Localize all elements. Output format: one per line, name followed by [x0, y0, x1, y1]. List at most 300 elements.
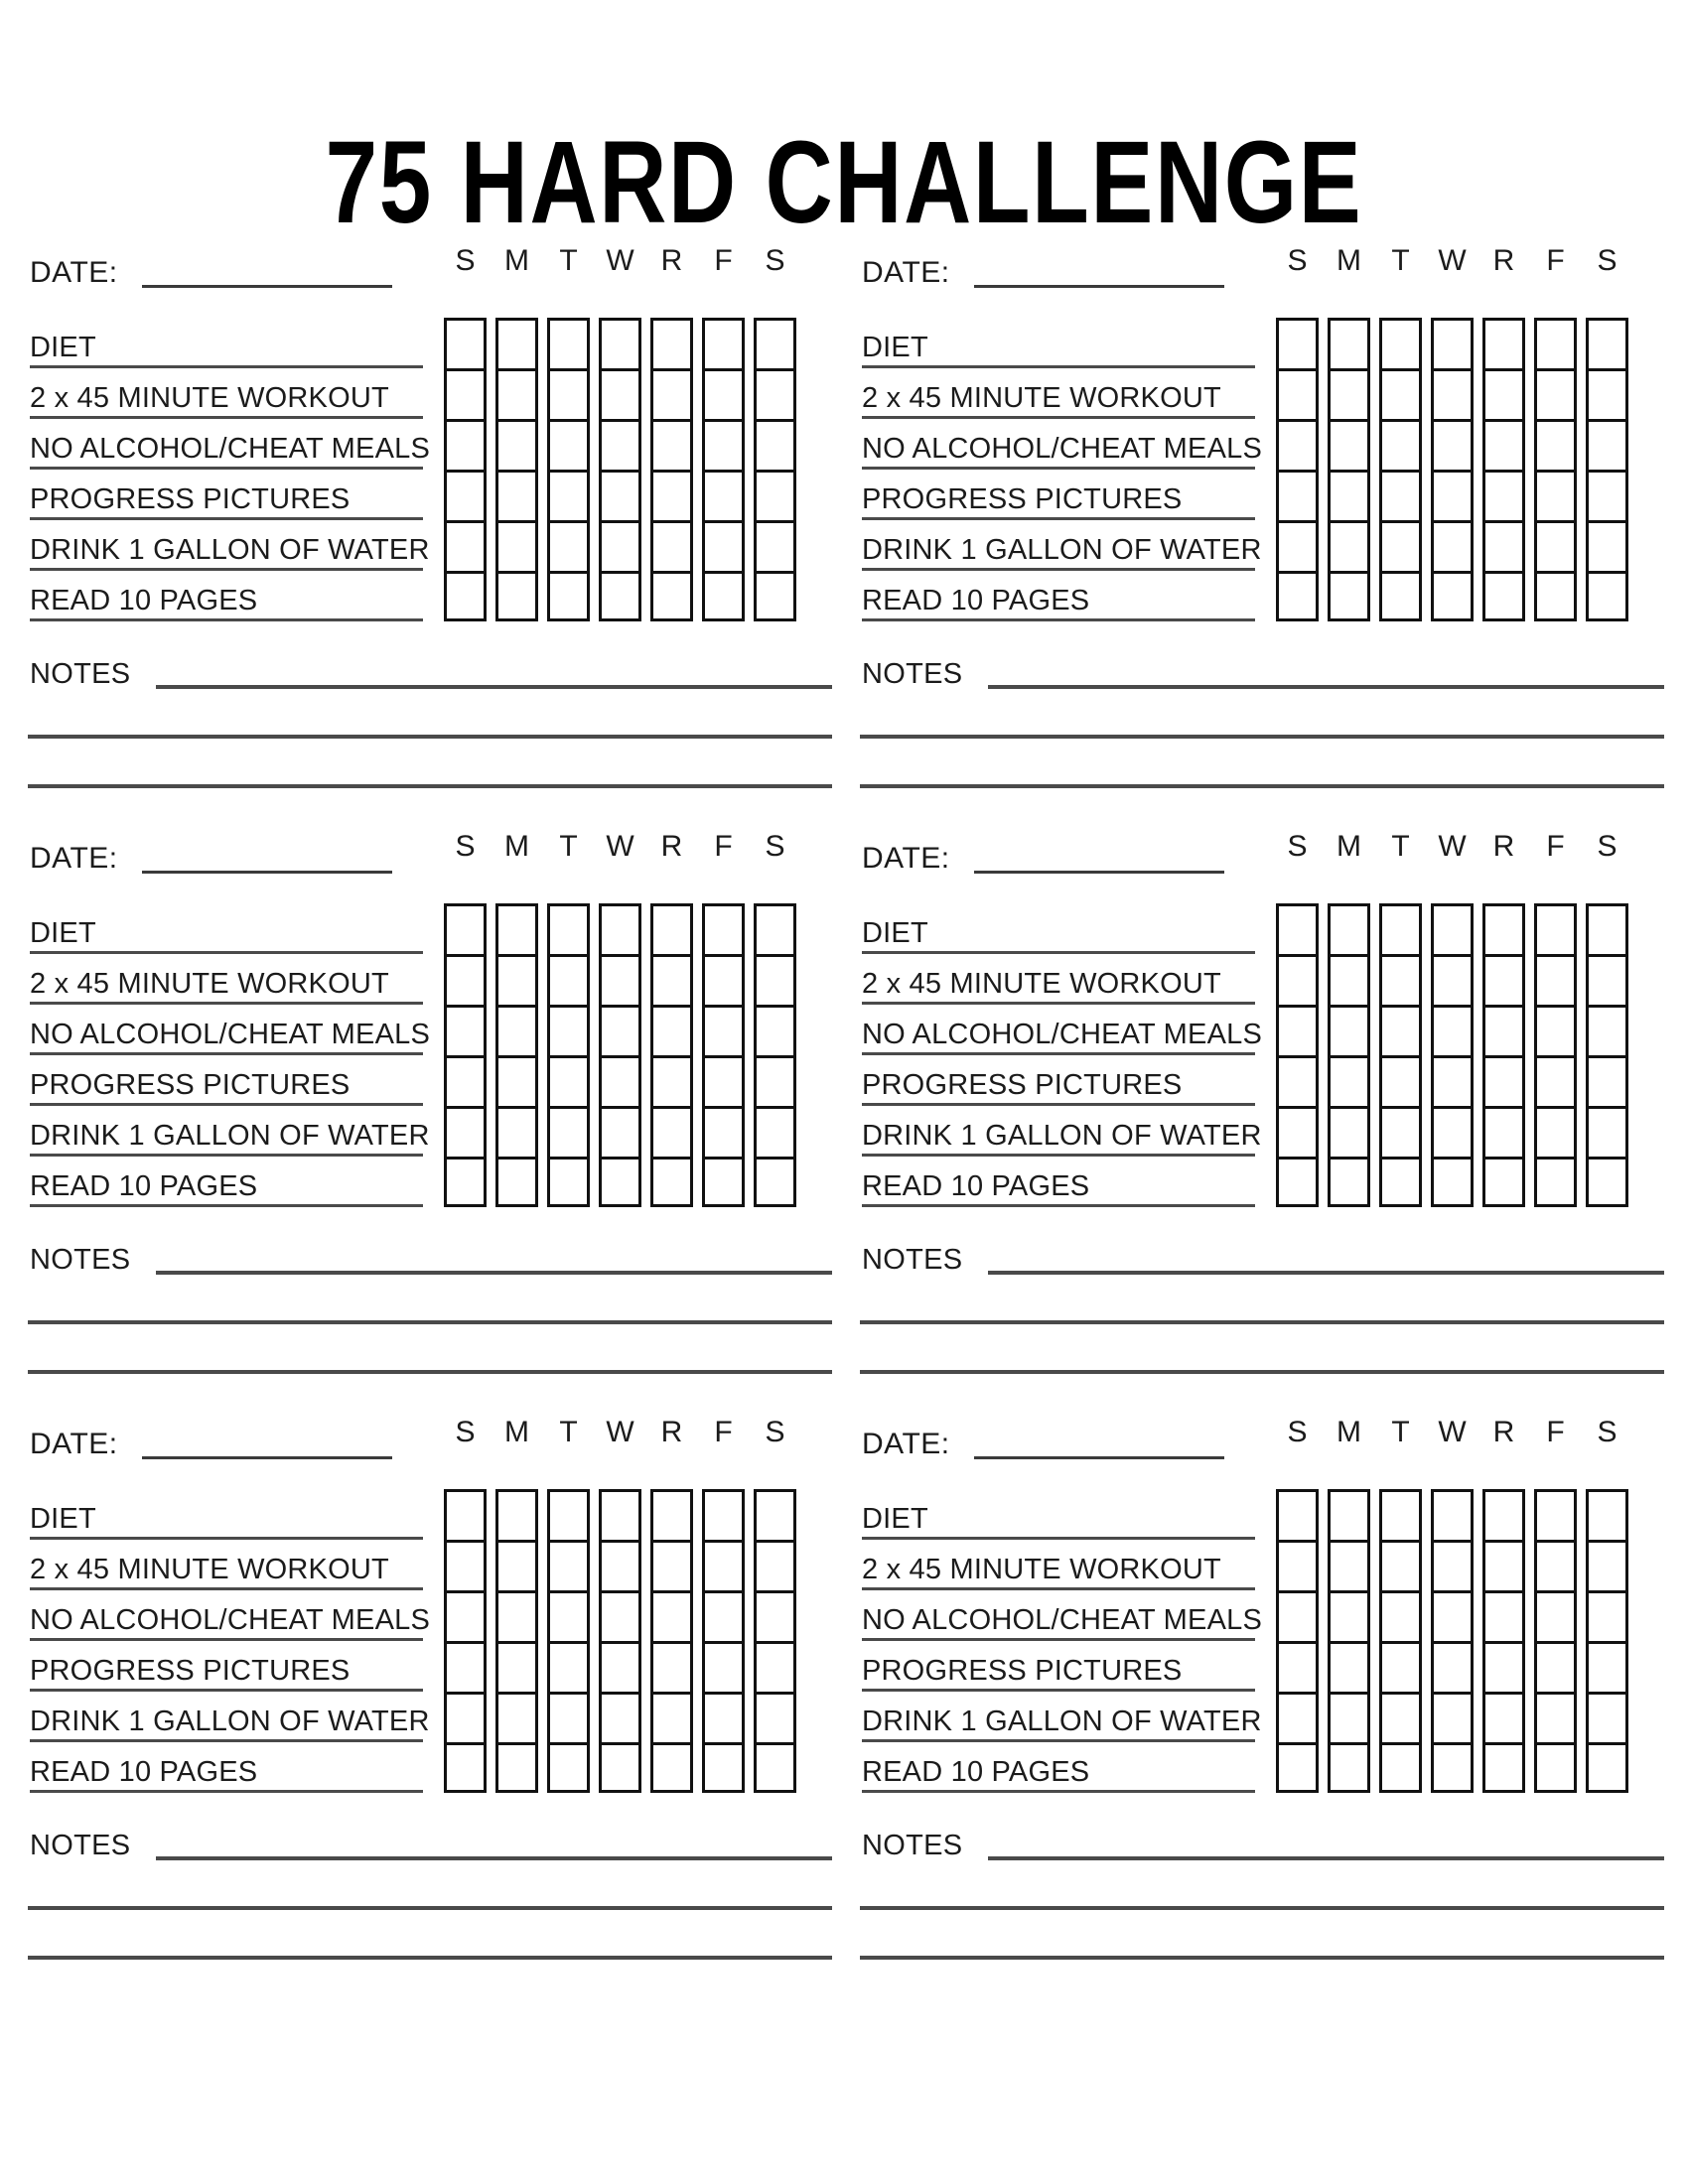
habit-checkbox[interactable]	[1328, 1055, 1370, 1106]
habit-checkbox[interactable]	[1534, 1742, 1577, 1793]
habit-checkbox[interactable]	[444, 903, 487, 954]
habit-checkbox[interactable]	[1379, 903, 1422, 954]
habit-row	[30, 1540, 423, 1590]
habit-checkbox[interactable]	[1276, 954, 1319, 1005]
habit-checkbox[interactable]	[1379, 1489, 1422, 1540]
habit-checkbox[interactable]	[1431, 1106, 1474, 1157]
notes-input-line[interactable]	[28, 1318, 832, 1324]
habit-checkbox[interactable]	[1534, 419, 1577, 470]
habit-checkbox[interactable]	[495, 1106, 538, 1157]
habit-checkbox[interactable]	[754, 1055, 796, 1106]
habit-checkbox[interactable]	[702, 903, 745, 954]
habit-checkbox[interactable]	[1534, 1489, 1577, 1540]
habit-checkbox[interactable]	[1379, 520, 1422, 571]
habit-checkbox[interactable]	[1534, 1055, 1577, 1106]
habit-checkbox[interactable]	[444, 520, 487, 571]
habit-checkbox[interactable]	[599, 1055, 641, 1106]
habit-checkbox[interactable]	[444, 368, 487, 419]
habit-checkbox[interactable]	[547, 520, 590, 571]
habit-checkbox[interactable]	[547, 368, 590, 419]
habit-checkbox[interactable]	[1586, 419, 1628, 470]
habit-checkbox[interactable]	[495, 368, 538, 419]
habit-checkbox[interactable]	[1586, 1489, 1628, 1540]
habit-checkbox[interactable]	[1482, 1005, 1525, 1055]
habit-checkbox[interactable]	[754, 1489, 796, 1540]
date-input[interactable]	[974, 1436, 1224, 1459]
habit-row	[862, 520, 1262, 571]
habit-checkbox[interactable]	[1379, 419, 1422, 470]
notes-input-line[interactable]	[860, 1318, 1664, 1324]
notes-input-line[interactable]	[860, 1954, 1664, 1960]
habit-checkbox[interactable]	[1328, 419, 1370, 470]
habit-checkbox[interactable]	[547, 1540, 590, 1590]
habit-checkbox[interactable]	[1482, 1106, 1525, 1157]
tracker-card	[854, 830, 1670, 1420]
habit-checkbox[interactable]	[702, 368, 745, 419]
habit-checkbox[interactable]	[1482, 1055, 1525, 1106]
checkbox-column	[547, 318, 590, 621]
habit-checkbox[interactable]	[495, 318, 538, 368]
habit-checkbox[interactable]	[754, 1157, 796, 1207]
habit-checkbox[interactable]	[495, 470, 538, 520]
habit-checkbox[interactable]	[444, 571, 487, 621]
habit-checkbox[interactable]	[1431, 318, 1474, 368]
habit-checkbox[interactable]	[1534, 1540, 1577, 1590]
tracker-card	[22, 830, 838, 1420]
habit-label: 2 x 45 MINUTE WORKOUT	[862, 1554, 1221, 1585]
habit-checkbox[interactable]	[495, 903, 538, 954]
habit-checkbox[interactable]	[1431, 1540, 1474, 1590]
habit-checkbox[interactable]	[754, 419, 796, 470]
habit-checkbox[interactable]	[495, 419, 538, 470]
habit-checkbox[interactable]	[1379, 1005, 1422, 1055]
habit-checkbox[interactable]	[650, 368, 693, 419]
habit-checkbox[interactable]	[702, 1742, 745, 1793]
habit-checkbox[interactable]	[495, 1692, 538, 1742]
habit-checkbox[interactable]	[1534, 1692, 1577, 1742]
habit-checkbox[interactable]	[1431, 571, 1474, 621]
habit-checkbox[interactable]	[1379, 1157, 1422, 1207]
habit-checkbox[interactable]	[754, 1005, 796, 1055]
notes-input-line[interactable]	[988, 1841, 1664, 1860]
habit-checkbox[interactable]	[650, 903, 693, 954]
habit-checkbox[interactable]	[1586, 903, 1628, 954]
date-input[interactable]	[974, 851, 1224, 874]
habit-checkbox[interactable]	[1431, 1489, 1474, 1540]
habit-checkbox[interactable]	[444, 1005, 487, 1055]
habit-checkbox[interactable]	[1482, 1742, 1525, 1793]
day-letter: W	[606, 244, 634, 277]
habit-checkbox[interactable]	[599, 318, 641, 368]
habit-checkbox[interactable]	[1482, 571, 1525, 621]
habit-checkbox[interactable]	[1328, 1005, 1370, 1055]
habit-checkbox[interactable]	[702, 1489, 745, 1540]
habit-checkbox[interactable]	[702, 1590, 745, 1641]
habit-checkbox[interactable]	[754, 318, 796, 368]
notes-input-line[interactable]	[156, 669, 832, 689]
habit-checkbox[interactable]	[1431, 1005, 1474, 1055]
habit-checkbox[interactable]	[1534, 1157, 1577, 1207]
habit-checkbox[interactable]	[702, 1055, 745, 1106]
habit-checkbox[interactable]	[547, 1157, 590, 1207]
habit-checkbox[interactable]	[1586, 1005, 1628, 1055]
habit-checkbox[interactable]	[1431, 1692, 1474, 1742]
habit-checkbox[interactable]	[1379, 368, 1422, 419]
habit-checkbox[interactable]	[1534, 368, 1577, 419]
habit-checkbox[interactable]	[1276, 1157, 1319, 1207]
habit-checkbox[interactable]	[1534, 520, 1577, 571]
habit-checkbox[interactable]	[1328, 1540, 1370, 1590]
habit-checkbox[interactable]	[495, 1590, 538, 1641]
notes-input-line[interactable]	[28, 1368, 832, 1374]
notes-input-line[interactable]	[28, 782, 832, 788]
habit-checkbox[interactable]	[1328, 1590, 1370, 1641]
habit-label: NO ALCOHOL/CHEAT MEALS	[30, 1604, 430, 1636]
habit-checkbox[interactable]	[1586, 954, 1628, 1005]
habit-checkbox[interactable]	[547, 571, 590, 621]
habit-checkbox[interactable]	[1431, 1641, 1474, 1692]
habit-checkbox[interactable]	[1379, 1742, 1422, 1793]
habit-checkbox[interactable]	[1276, 1641, 1319, 1692]
habit-checkbox[interactable]	[1328, 1489, 1370, 1540]
habit-checkbox[interactable]	[1328, 1157, 1370, 1207]
habit-checkbox[interactable]	[1586, 571, 1628, 621]
habit-checkbox[interactable]	[754, 954, 796, 1005]
habit-checkbox[interactable]	[702, 1641, 745, 1692]
habit-checkbox[interactable]	[1482, 1489, 1525, 1540]
habit-checkbox[interactable]	[599, 1489, 641, 1540]
habit-checkbox[interactable]	[1379, 1641, 1422, 1692]
habit-checkbox[interactable]	[1431, 903, 1474, 954]
habit-checkbox[interactable]	[1328, 1742, 1370, 1793]
habit-checkbox[interactable]	[1586, 368, 1628, 419]
habit-checkbox[interactable]	[754, 1742, 796, 1793]
habit-checkbox[interactable]	[650, 470, 693, 520]
habit-checkbox[interactable]	[650, 1742, 693, 1793]
habit-checkbox[interactable]	[547, 1742, 590, 1793]
habit-checkbox[interactable]	[650, 520, 693, 571]
habit-checkbox[interactable]	[599, 368, 641, 419]
habit-checkbox[interactable]	[650, 1157, 693, 1207]
habit-checkbox[interactable]	[547, 1055, 590, 1106]
habit-checkbox[interactable]	[1586, 1692, 1628, 1742]
habit-checkbox[interactable]	[1534, 571, 1577, 621]
notes-input-line[interactable]	[860, 1904, 1664, 1910]
habit-checkbox[interactable]	[1276, 318, 1319, 368]
notes-label: NOTES	[30, 658, 131, 690]
checkbox-column	[1328, 903, 1370, 1207]
habit-checkbox[interactable]	[599, 1641, 641, 1692]
habit-checkbox[interactable]	[444, 1540, 487, 1590]
habit-checkbox[interactable]	[1328, 1692, 1370, 1742]
day-letter: S	[1597, 830, 1618, 863]
habit-checkbox[interactable]	[599, 419, 641, 470]
habit-checkbox[interactable]	[495, 1742, 538, 1793]
notes-input-line[interactable]	[28, 1954, 832, 1960]
habit-checkbox[interactable]	[1482, 368, 1525, 419]
habit-checkbox[interactable]	[1379, 1540, 1422, 1590]
habit-checkbox[interactable]	[1379, 954, 1422, 1005]
habit-checkbox[interactable]	[1328, 954, 1370, 1005]
habit-checkbox[interactable]	[547, 1489, 590, 1540]
habit-checkbox[interactable]	[1586, 470, 1628, 520]
habit-checkbox[interactable]	[1586, 1157, 1628, 1207]
habit-checkbox[interactable]	[495, 1055, 538, 1106]
habit-checkbox[interactable]	[1328, 520, 1370, 571]
checkbox-column	[444, 903, 487, 1207]
habit-checkbox[interactable]	[1482, 1540, 1525, 1590]
habit-checkbox[interactable]	[1482, 318, 1525, 368]
habit-row	[862, 470, 1255, 520]
habit-label: READ 10 PAGES	[862, 585, 1090, 616]
habit-checkbox[interactable]	[1328, 571, 1370, 621]
habit-checkbox[interactable]	[650, 954, 693, 1005]
habit-checkbox[interactable]	[1534, 470, 1577, 520]
habit-checkbox[interactable]	[547, 1692, 590, 1742]
habit-checkbox[interactable]	[754, 520, 796, 571]
habit-checkbox[interactable]	[1276, 419, 1319, 470]
habit-checkbox[interactable]	[1431, 368, 1474, 419]
notes-input-line[interactable]	[28, 733, 832, 739]
habit-checkbox[interactable]	[1482, 419, 1525, 470]
habit-row	[30, 954, 423, 1005]
habit-checkbox[interactable]	[1431, 520, 1474, 571]
habit-checkbox[interactable]	[547, 1641, 590, 1692]
habit-checkbox[interactable]	[1482, 1692, 1525, 1742]
habit-checkbox[interactable]	[1379, 1055, 1422, 1106]
habit-checkbox[interactable]	[599, 1157, 641, 1207]
notes-input-line[interactable]	[28, 1904, 832, 1910]
habit-checkbox[interactable]	[444, 1489, 487, 1540]
habit-checkbox[interactable]	[650, 318, 693, 368]
habit-checkbox[interactable]	[754, 1641, 796, 1692]
habit-checkbox[interactable]	[1534, 1641, 1577, 1692]
checkbox-grid	[1276, 318, 1628, 621]
habit-checkbox[interactable]	[599, 1742, 641, 1793]
habit-checkbox[interactable]	[650, 1005, 693, 1055]
habit-checkbox[interactable]	[599, 1540, 641, 1590]
habit-checkbox[interactable]	[444, 1106, 487, 1157]
habit-checkbox[interactable]	[1276, 1590, 1319, 1641]
habit-checkbox[interactable]	[1586, 1742, 1628, 1793]
habit-checkbox[interactable]	[547, 470, 590, 520]
notes-input-line[interactable]	[156, 1255, 832, 1275]
date-input[interactable]	[142, 265, 392, 288]
date-input[interactable]	[142, 1436, 392, 1459]
habit-checkbox[interactable]	[650, 1055, 693, 1106]
habit-checkbox[interactable]	[444, 470, 487, 520]
habit-checkbox[interactable]	[1276, 1489, 1319, 1540]
habit-checkbox[interactable]	[1586, 1590, 1628, 1641]
habit-checkbox[interactable]	[702, 1157, 745, 1207]
habit-checkbox[interactable]	[1482, 903, 1525, 954]
habit-checkbox[interactable]	[495, 1005, 538, 1055]
habit-checkbox[interactable]	[599, 571, 641, 621]
habit-checkbox[interactable]	[1379, 318, 1422, 368]
habit-checkbox[interactable]	[1482, 470, 1525, 520]
habit-checkbox[interactable]	[1276, 1742, 1319, 1793]
habit-checkbox[interactable]	[1276, 571, 1319, 621]
habit-checkbox[interactable]	[599, 903, 641, 954]
habit-checkbox[interactable]	[1379, 470, 1422, 520]
notes-input-line[interactable]	[860, 782, 1664, 788]
habit-label: READ 10 PAGES	[30, 1756, 258, 1788]
habit-checkbox[interactable]	[599, 1005, 641, 1055]
habit-checkbox[interactable]	[754, 903, 796, 954]
habit-checkbox[interactable]	[444, 1055, 487, 1106]
habit-checkbox[interactable]	[754, 1590, 796, 1641]
habit-checkbox[interactable]	[1276, 1692, 1319, 1742]
habit-checkbox[interactable]	[1276, 1106, 1319, 1157]
habit-checkbox[interactable]	[1328, 368, 1370, 419]
habit-checkbox[interactable]	[1534, 1005, 1577, 1055]
habit-checkbox[interactable]	[650, 419, 693, 470]
habit-checkbox[interactable]	[1276, 1055, 1319, 1106]
habit-checkbox[interactable]	[444, 1590, 487, 1641]
checkbox-column	[495, 903, 538, 1207]
habit-checkbox[interactable]	[1431, 419, 1474, 470]
habit-checkbox[interactable]	[599, 954, 641, 1005]
habit-checkbox[interactable]	[1586, 1055, 1628, 1106]
habit-checkbox[interactable]	[1276, 1005, 1319, 1055]
habit-checkbox[interactable]	[650, 1540, 693, 1590]
habit-checkbox[interactable]	[650, 1590, 693, 1641]
habit-checkbox[interactable]	[495, 1157, 538, 1207]
habit-checkbox[interactable]	[495, 1641, 538, 1692]
habit-checkbox[interactable]	[547, 1590, 590, 1641]
habit-label: DRINK 1 GALLON OF WATER	[30, 1120, 430, 1152]
habit-checkbox[interactable]	[650, 571, 693, 621]
habit-checkbox[interactable]	[1534, 1590, 1577, 1641]
habit-checkbox[interactable]	[702, 1005, 745, 1055]
habit-checkbox[interactable]	[1328, 1641, 1370, 1692]
habit-checkbox[interactable]	[1482, 520, 1525, 571]
habit-checkbox[interactable]	[1379, 1692, 1422, 1742]
day-header	[444, 246, 799, 276]
habit-checkbox[interactable]	[1276, 520, 1319, 571]
habit-checkbox[interactable]	[444, 318, 487, 368]
habit-checkbox[interactable]	[495, 520, 538, 571]
habit-checkbox[interactable]	[702, 419, 745, 470]
habit-checkbox[interactable]	[1586, 520, 1628, 571]
habit-checkbox[interactable]	[1431, 1055, 1474, 1106]
habit-checkbox[interactable]	[1276, 368, 1319, 419]
habit-checkbox[interactable]	[1379, 1106, 1422, 1157]
habit-checkbox[interactable]	[1431, 470, 1474, 520]
habit-checkbox[interactable]	[1534, 903, 1577, 954]
date-input[interactable]	[974, 265, 1224, 288]
habit-checkbox[interactable]	[1379, 571, 1422, 621]
habit-checkbox[interactable]	[702, 1106, 745, 1157]
habit-checkbox[interactable]	[702, 520, 745, 571]
habit-checkbox[interactable]	[1379, 1590, 1422, 1641]
habit-checkbox[interactable]	[1534, 318, 1577, 368]
habit-checkbox[interactable]	[599, 470, 641, 520]
habit-checkbox[interactable]	[444, 419, 487, 470]
habit-checkbox[interactable]	[495, 1489, 538, 1540]
habit-checkbox[interactable]	[1534, 954, 1577, 1005]
habit-checkbox[interactable]	[650, 1692, 693, 1742]
habit-checkbox[interactable]	[547, 954, 590, 1005]
habit-checkbox[interactable]	[754, 1540, 796, 1590]
habit-checkbox[interactable]	[1431, 954, 1474, 1005]
habit-checkbox[interactable]	[754, 1106, 796, 1157]
notes-input-line[interactable]	[156, 1841, 832, 1860]
habit-checkbox[interactable]	[702, 1540, 745, 1590]
habit-checkbox[interactable]	[599, 1590, 641, 1641]
notes-input-line[interactable]	[988, 669, 1664, 689]
notes-section	[854, 1231, 1670, 1374]
habit-checkbox[interactable]	[1276, 470, 1319, 520]
habit-checkbox[interactable]	[754, 368, 796, 419]
habit-checkbox[interactable]	[547, 1005, 590, 1055]
habit-label: READ 10 PAGES	[862, 1170, 1090, 1202]
habit-checkbox[interactable]	[444, 954, 487, 1005]
habit-checkbox[interactable]	[1586, 1106, 1628, 1157]
habit-checkbox[interactable]	[702, 1692, 745, 1742]
habit-checkbox[interactable]	[1431, 1590, 1474, 1641]
habit-checkbox[interactable]	[444, 1157, 487, 1207]
habit-checkbox[interactable]	[495, 1540, 538, 1590]
habit-checkbox[interactable]	[1586, 1540, 1628, 1590]
habit-checkbox[interactable]	[1328, 903, 1370, 954]
date-input[interactable]	[142, 851, 392, 874]
habit-checkbox[interactable]	[599, 1692, 641, 1742]
habit-checkbox[interactable]	[702, 318, 745, 368]
habit-checkbox[interactable]	[650, 1489, 693, 1540]
habit-checkbox[interactable]	[547, 419, 590, 470]
habit-checkbox[interactable]	[650, 1106, 693, 1157]
habit-checkbox[interactable]	[754, 1692, 796, 1742]
habit-checkbox[interactable]	[1534, 1106, 1577, 1157]
habit-checkbox[interactable]	[1431, 1157, 1474, 1207]
day-letter: R	[1492, 244, 1515, 277]
habit-checkbox[interactable]	[1276, 903, 1319, 954]
notes-input-line[interactable]	[988, 1255, 1664, 1275]
habit-checkbox[interactable]	[547, 1106, 590, 1157]
habit-checkbox[interactable]	[702, 571, 745, 621]
habit-checkbox[interactable]	[444, 1742, 487, 1793]
habit-checkbox[interactable]	[1482, 1157, 1525, 1207]
habit-checkbox[interactable]	[599, 1106, 641, 1157]
habit-checkbox[interactable]	[1586, 1641, 1628, 1692]
habit-checkbox[interactable]	[1586, 318, 1628, 368]
habit-checkbox[interactable]	[547, 903, 590, 954]
habit-checkbox[interactable]	[702, 954, 745, 1005]
habit-checkbox[interactable]	[754, 470, 796, 520]
checkbox-grid	[1276, 903, 1628, 1207]
notes-input-line[interactable]	[860, 733, 1664, 739]
habit-checkbox[interactable]	[444, 1692, 487, 1742]
habit-checkbox[interactable]	[754, 571, 796, 621]
notes-input-line[interactable]	[860, 1368, 1664, 1374]
habit-checkbox[interactable]	[547, 318, 590, 368]
habit-checkbox[interactable]	[1328, 470, 1370, 520]
habit-checkbox[interactable]	[1482, 1641, 1525, 1692]
habit-checkbox[interactable]	[444, 1641, 487, 1692]
habit-checkbox[interactable]	[1328, 1106, 1370, 1157]
habit-checkbox[interactable]	[1482, 954, 1525, 1005]
habit-checkbox[interactable]	[1431, 1742, 1474, 1793]
habit-checkbox[interactable]	[1276, 1540, 1319, 1590]
habit-checkbox[interactable]	[702, 470, 745, 520]
habit-checkbox[interactable]	[495, 954, 538, 1005]
habit-checkbox[interactable]	[1482, 1590, 1525, 1641]
habit-checkbox[interactable]	[1328, 318, 1370, 368]
habit-checkbox[interactable]	[599, 520, 641, 571]
habit-checkbox[interactable]	[495, 571, 538, 621]
habit-checkbox[interactable]	[650, 1641, 693, 1692]
